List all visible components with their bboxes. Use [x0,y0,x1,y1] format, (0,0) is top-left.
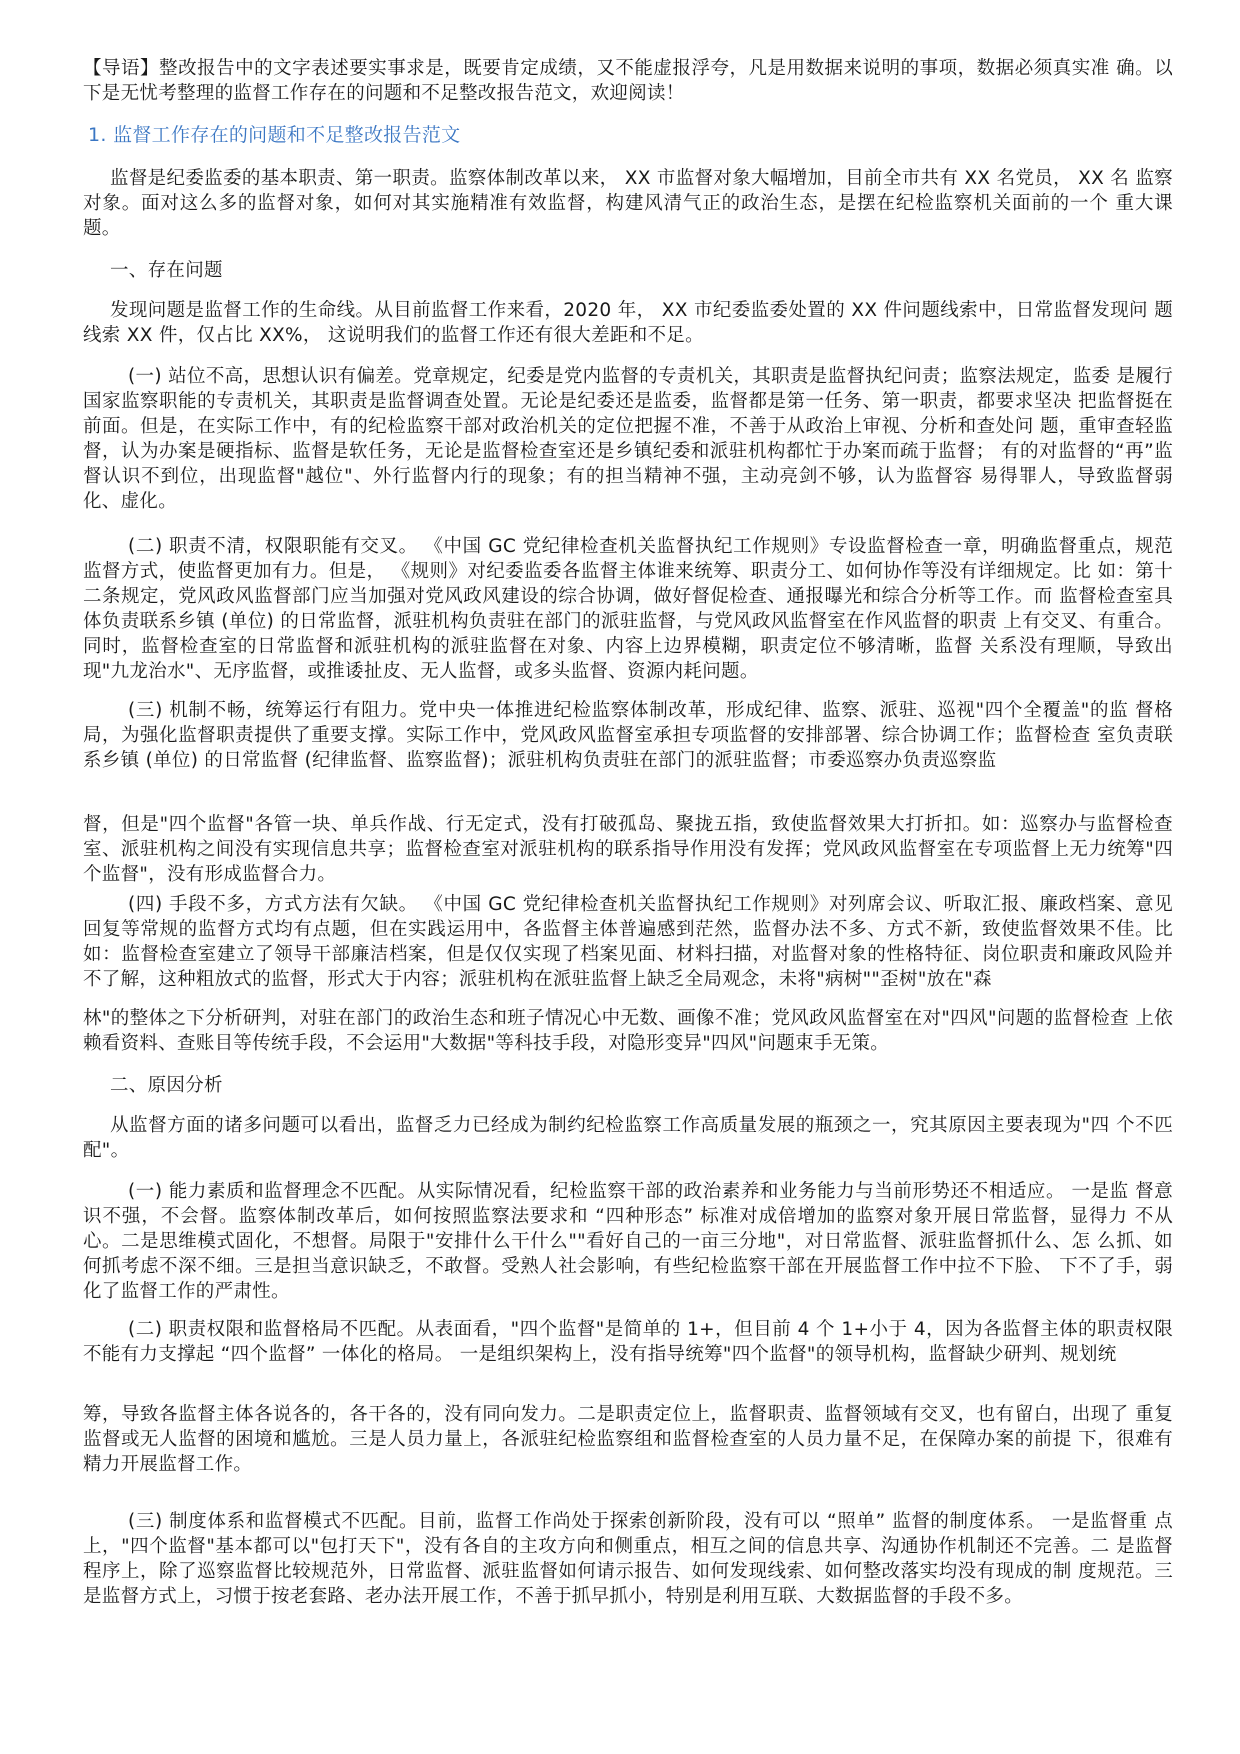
paragraph-6: 督，但是"四个监督"各管一块、单兵作战、行无定式，没有打破孤岛、聚拢五指，致使监督效果大打折扣。如：巡察办与监督检查室、派驻机构之间没有实现信息共享；监督检查室对派驻机构的联系指导作用没有发挥；党风政风监督室在专项监督上无力统筹"四个监督"，没有形成监督合力。 [83,814,1173,885]
intro-paragraph: 【导语】整改报告中的文字表述要实事求是，既要肯定成绩，又不能虚报浮夸，凡是用数据来说明的事项，数据必须真实准 确。以下是无忧考整理的监督工作存在的问题和不足整改报告范文，欢迎阅读！ [83,58,1173,104]
paragraph-7: (四) 手段不多，方式方法有欠缺。 《中国 GC 党纪律检查机关监督执纪工作规则》对列席会议、听取汇报、廉政档案、意见回复等常规的监督方式均有点题，但在实践运用中，各监督主体普遍感到茫然，监督办法不多、方式不新，致使监督效果不佳。比如：监督检查室建立了领导干部廉洁档案，但是仅仅实现了档案见面、材料扫描，对监督对象的性格特征、岗位职责和廉政风险并不了解，这种粗放式的监督，形式大于内容；派驻机构在派驻监督上缺乏全局观念，未将"病树""歪树"放在"森 [83,894,1173,990]
paragraph-13: (三) 制度体系和监督模式不匹配。目前，监督工作尚处于探索创新阶段，没有可以 “照单” 监督的制度体系。 一是监督重 点上，"四个监督"基本都可以"包打天下"，没有各自的主攻方向和侧重点，相互之间的信息共享、沟通协作机制还不完善。二 是监督程序上，除了巡察监督比较规范外，日常监督、派驻监督如何请示报告、如何发现线索、如何整改落实均没有现成的制 度规范。三是监督方式上，习惯于按老套路、老办法开展工作，不善于抓早抓小，特别是利用互联、大数据监督的手段不多。 [83,1511,1173,1607]
article-title-link[interactable]: 1. 监督工作存在的问题和不足整改报告范文 [88,124,461,146]
paragraph-1: 监督是纪委监委的基本职责、第一职责。监察体制改革以来， XX 市监督对象大幅增加，目前全市共有 XX 名党员， XX 名 监察对象。面对这么多的监督对象，如何对其实施精准有效监督，构建风清气正的政治生态，是摆在纪检监察机关面前的一个 重大课题。 [83,168,1173,239]
paragraph-5: (三) 机制不畅，统筹运行有阻力。党中央一体推进纪检监察体制改革，形成纪律、监察、派驻、巡视"四个全覆盖"的监 督格局，为强化监督职责提供了重要支撑。实际工作中，党风政风监督室承担专项监督的安排部署、综合协调工作；监督检查 室负责联系乡镇 (单位) 的日常监督 (纪律监督、监察监督)；派驻机构负责驻在部门的派驻监督；市委巡察办负责巡察监 [83,700,1173,771]
paragraph-2: 发现问题是监督工作的生命线。从目前监督工作来看，2020 年， XX 市纪委监委处置的 XX 件问题线索中，日常监督发现问 题线索 XX 件，仅占比 XX%， 这说明我们的监督工作还有很大差距和不足。 [83,300,1173,346]
paragraph-12: 筹，导致各监督主体各说各的，各干各的，没有同向发力。二是职责定位上，监督职责、监督领域有交叉，也有留白，出现了 重复监督或无人监督的困境和尴尬。三是人员力量上，各派驻纪检监察组和监督检查室的人员力量不足，在保障办案的前提 下，很难有精力开展监督工作。 [83,1404,1173,1475]
paragraph-3: (一) 站位不高，思想认识有偏差。党章规定，纪委是党内监督的专责机关，其职责是监督执纪问责；监察法规定，监委 是履行国家监察职能的专责机关，其职责是监督调查处置。无论是纪委还是监委，监督都是第一任务、第一职责，都要求坚决 把监督挺在前面。但是，在实际工作中，有的纪检监察干部对政治机关的定位把握不准，不善于从政治上审视、分析和查处问 题，重审查轻监督，认为办案是硬指标、监督是软任务，无论是监督检查室还是乡镇纪委和派驻机构都忙于办案而疏于监督； 有的对监督的“再”监督认识不到位，出现监督"越位"、外行监督内行的现象；有的担当精神不强，主动亮剑不够，认为监督容 易得罪人，导致监督弱化、虚化。 [83,366,1173,512]
paragraph-11: (二) 职责权限和监督格局不匹配。从表面看，"四个监督"是简单的 1+，但目前 4 个 1+小于 4，因为各监督主体的职责权限 不能有力支撑起 “四个监督” 一体化的格局。 一是组织架构上，没有指导统筹"四个监督"的领导机构，监督缺少研判、规划统 [83,1319,1173,1365]
paragraph-4: (二) 职责不清，权限职能有交叉。 《中国 GC 党纪律检查机关监督执纪工作规则》专设监督检查一章，明确监督重点，规范监督方式，使监督更加有力。但是， 《规则》对纪委监委各监督主体谁来统筹、职责分工、如何协作等没有详细规定。比 如：第十二条规定，党风政风监督部门应当加强对党风政风建设的综合协调，做好督促检查、通报曝光和综合分析等工作。而 监督检查室具体负责联系乡镇 (单位) 的日常监督，派驻机构负责驻在部门的派驻监督，与党风政风监督室在作风监督的职责 上有交叉、有重合。同时，监督检查室的日常监督和派驻机构的派驻监督在对象、内容上边界模糊，职责定位不够清晰，监督 关系没有理顺，导致出现"九龙治水"、无序监督，或推诿扯皮、无人监督，或多头监督、资源内耗问题。 [83,536,1173,682]
paragraph-9: 从监督方面的诸多问题可以看出，监督乏力已经成为制约纪检监察工作高质量发展的瓶颈之一，究其原因主要表现为"四 个不匹配"。 [83,1115,1173,1161]
paragraph-8: 林"的整体之下分析研判，对驻在部门的政治生态和班子情况心中无数、画像不准；党风政风监督室在对"四风"问题的监督检查 上依赖看资料、查账目等传统手段，不会运用"大数据"等科技手段，对隐形变异"四风"问题束手无策。 [83,1008,1173,1054]
paragraph-10: (一) 能力素质和监督理念不匹配。从实际情况看，纪检监察干部的政治素养和业务能力与当前形势还不相适应。 一是监 督意识不强，不会督。监察体制改革后，如何按照监察法要求和 “四种形态” 标准对成倍增加的监察对象开展日常监督，显得力 不从心。二是思维模式固化，不想督。局限于"安排什么干什么""看好自己的一亩三分地"，对日常监督、派驻监督抓什么、怎 么抓、如何抓考虑不深不细。三是担当意识缺乏，不敢督。受熟人社会影响，有些纪检监察干部在开展监督工作中拉不下脸、 下不了手，弱化了监督工作的严肃性。 [83,1181,1173,1302]
heading-problems: 一、存在问题 [110,260,223,281]
heading-causes: 二、原因分析 [110,1075,223,1096]
